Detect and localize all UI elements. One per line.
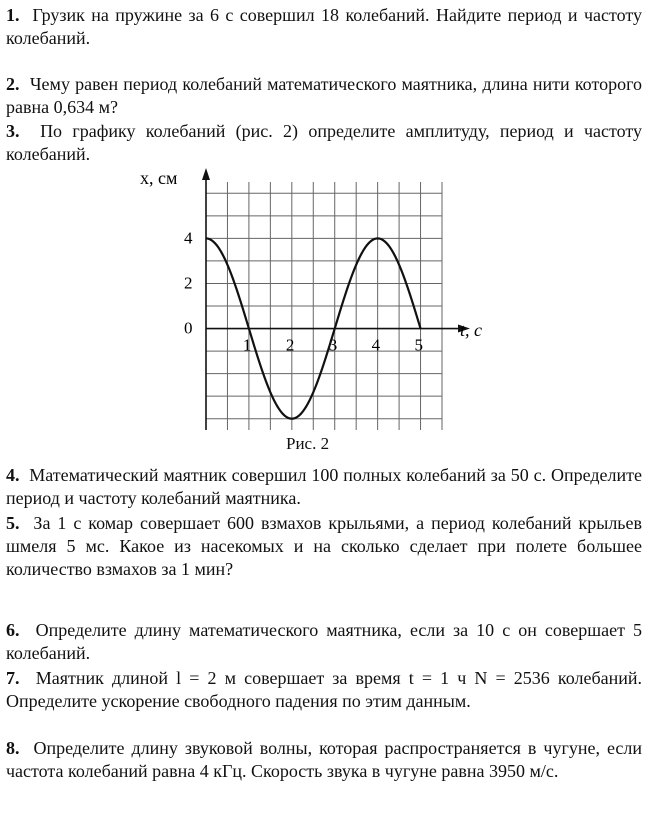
oscillation-chart-svg — [120, 164, 540, 434]
problem-text: Грузик на пружине за 6 с совершил 18 колебаний. Найдите период и частоту колебаний. — [6, 5, 643, 48]
problem-text: Чему равен период колебаний математического маятника, длина нити которого равна 0,634 м? — [6, 74, 643, 117]
x-tick-label: 2 — [285, 335, 295, 355]
problem-text: За 1 с комар совершает 600 взмахов крыльями, а период колебаний крыльев шмеля 5 мс. Какое из насекомых и на сколько сделает при полете большее количество взмахов за 1 мин? — [6, 513, 643, 579]
problem-text: Определите длину звуковой волны, которая распространяется в чугуне, если частота колебаний равна 4 кГц. Скорость звука в чугуне равна 3950 м/с. — [6, 738, 643, 781]
chart-axes — [202, 168, 470, 430]
problem-8 — [6, 737, 642, 783]
x-tick-label: 1 — [242, 335, 252, 355]
problem-number: 4. — [6, 465, 20, 485]
problem-number: 3. — [6, 121, 20, 141]
y-tick-label: 0 — [184, 318, 193, 338]
problem-4 — [6, 464, 642, 510]
y-tick-label: 4 — [184, 228, 193, 248]
y-axis-arrow — [202, 168, 210, 180]
problem-text: По графику колебаний (рис. 2) определите амплитуду, период и частоту колебаний. — [6, 121, 642, 164]
y-tick-label: 2 — [184, 273, 193, 293]
problem-3 — [6, 120, 642, 166]
x-tick-label: 4 — [371, 335, 381, 355]
problem-7 — [6, 667, 642, 713]
problem-number: 8. — [6, 738, 20, 758]
problem-2 — [6, 73, 642, 119]
problem-text: Математический маятник совершил 100 полных колебаний за 50 с. Определите период и частоту колебаний маятника. — [6, 465, 643, 508]
problem-number: 2. — [6, 74, 20, 94]
problem-number: 1. — [6, 5, 20, 25]
problem-text: Определите длину математического маятника, если за 10 с он совершает 5 колебаний. — [6, 620, 643, 663]
figure-caption: Рис. 2 — [286, 434, 330, 453]
problem-number: 7. — [6, 668, 20, 688]
chart-ticks — [184, 228, 423, 418]
x-tick-label: 3 — [328, 335, 338, 355]
x-axis-label: t, c — [460, 320, 482, 340]
problem-5 — [6, 512, 642, 581]
problem-text: Маятник длиной l = 2 м совершает за время t = 1 ч N = 2536 колебаний. Определите ускорение свободного падения по этим данным. — [6, 668, 642, 711]
y-axis-label: x, см — [140, 168, 178, 188]
problem-number: 5. — [6, 513, 20, 533]
problem-6 — [6, 619, 642, 665]
problem-1 — [6, 4, 642, 50]
problem-number: 6. — [6, 620, 20, 640]
oscillation-graph — [120, 164, 540, 434]
x-tick-label: 5 — [414, 335, 424, 355]
